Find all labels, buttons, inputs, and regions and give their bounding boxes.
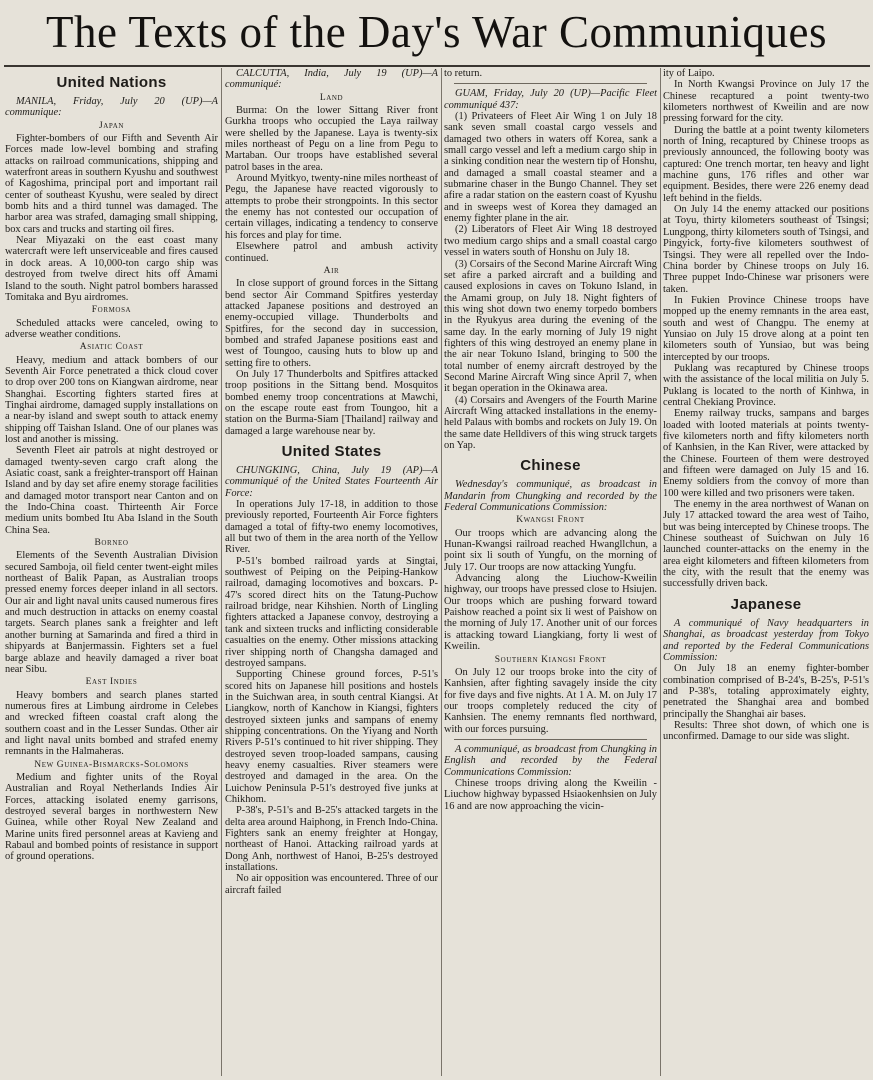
paragraph: On July 14 the enemy attacked our positions at Toyu, thirty kilometers southeast of Tsingsi; Lungpong, thirty kilometers south of Tsingsi, and Pingyick, forty-five kilometers southwest of Tsingsi. They were all repelled over the Indo-China border by Chinese troops on July 16. Three puppet Indo-Chinese war prisoners were taken. [663, 204, 869, 295]
paragraph: The enemy in the area northwest of Wanan on July 17 attacked toward the area west of Taiho, but was being intercepted by Chinese troops. The Chinese southeast of Suichwan on July 16 launched counter-attacks on the enemy in the area eight kilometers and fifteen kilometers from the city, with the result that the enemy was successfully driven back. [663, 499, 869, 590]
paragraph: Supporting Chinese ground forces, P-51's scored hits on Japanese hill positions and hostels in the Suichwan area, in south central Kiangsi. At Liangkow, north of Kanchow in Kiangsi, fighters destroyed sixteen junks and sampans of enemy shipping concentrations. On the Yiyang and North Rivers P-51's continued to hit river shipping. They destroyed seven troop-loaded sampans, causing heavy enemy casualties. River steamers were destroyed and damaged in the area. On the Luichow Peninsula P-51's destroyed five junks at Chikhom. [225, 669, 438, 805]
paragraph: In operations July 17-18, in addition to those previously reported, Fourteenth Air Force fighters damaged a total of fifty-two enemy locomotives, all but two of them in the area north of the Yellow River. [225, 499, 438, 556]
paragraph: Elsewhere patrol and ambush activity continued. [225, 241, 438, 264]
paragraph: No air opposition was encountered. Three of our aircraft failed [225, 873, 438, 896]
subhead-kwangsi-front: Kwangsi Front [516, 515, 585, 526]
paragraph: (4) Corsairs and Avengers of the Fourth Marine Aircraft Wing attacked installations in the enemy-held Palaus with bombs and rockets on July 19. On the same date Helldivers of this wing struck targets on Yap. [444, 394, 657, 451]
paragraph: In close support of ground forces in the Sittang bend sector Air Command Spitfires yesterday attacked Japanese positions and destroyed an enemy-occupied village. Thunderbolts and Spitfires, for the second day in succession, bombed and strafed Japanese positions east and west of Toungoo, causing huts to blow up and setting fire to others. [225, 278, 438, 369]
section-heading-japanese: Japanese [730, 595, 802, 613]
paragraph: Fighter-bombers of our Fifth and Seventh Air Forces made low-level bombing and strafing attacks on railroad communications, shipping and waterfront areas in southern Kyushu and southwest of Kagoshima, principal port and important rail center of southeast Kyushu, were sealed by direct bomb hits and a third tunnel was damaged. The harbor area was strafed, damaging small shipping, box cars and trucks and starting oil fires. [5, 133, 218, 235]
headline-rule [4, 65, 870, 67]
paragraph: Elements of the Seventh Australian Division secured Samboja, oil field center twent-eight miles northeast of Balik Papan, as Australian troops pressed enemy forces deeper inland in all sectors. Our air and light naval units caused numerous fires and much destruction in attacks on enemy coastal targets. Search planes sank a freighter and left another burning at Samarinda and fired a third in shipyards at Banjermassin. Fighters set a fuel barge ablaze and heavily damaged a river boat near Sibu. [5, 550, 218, 675]
column-1 [5, 68, 218, 1078]
page-headline: The Texts of the Day's War Communiques [45, 7, 828, 57]
paragraph: Scheduled attacks were canceled, owing to adverse weather conditions. [5, 317, 218, 340]
paragraph: Puklang was recaptured by Chinese troops with the assistance of the local militia on July 5. Puklang is located to the north of Kinhwa, in central Chekiang Province. [663, 362, 869, 408]
section-heading-united-nations: United Nations [56, 74, 167, 91]
paragraph: (1) Privateers of Fleet Air Wing 1 on July 18 sank seven small coastal cargo vessels and damaged two others in waters off Korea, sank a small cargo vessel and left a medium cargo ship in a sinking condition near the western tip of Honshu, and damaged a small coastal steamer and a submarine chaser in the Bungo Channel. They set afire a radar station on the eastern coast of Kyushu and in sweeps west of Korea they damaged an enemy fighter plane in the air. [444, 111, 657, 225]
paragraph: In North Kwangsi Province on July 17 the Chinese recaptured a point twenty-two kilometers northwest of Kweilin and are now pressing forward for the city. [663, 79, 869, 125]
paragraph: to return. [444, 68, 483, 79]
subhead-formosa: Formosa [91, 305, 132, 316]
paragraph: Seventh Fleet air patrols at night destroyed or damaged twenty-seven cargo craft along the Asiatic coast, sank a freighter-transport off Hainan Island and by day set afire enemy storage facilities and damaged motor transport near Canton and on the Indo-China coast. Thirteenth Air Force medium units bombed Itu Aba Island in the South China Sea. [5, 445, 218, 536]
paragraph: Burma: On the lower Sittang River front Gurkha troops who occupied the Laya railway were shelled by the Japanese. Laya is twenty-six miles northeast of Pegu on a line from Pegu to Martaban. Our troops have established several patrol bases in the area. [225, 105, 438, 173]
column-divider [660, 68, 661, 1076]
paragraph: Heavy, medium and attack bombers of our Seventh Air Force penetrated a thick cloud cover to drop over 200 tons on Kiangwan airdrome, near Shanghai. Escorting fighters started fires at Tinghai airdrome, damaged supply installations on a near-by island and swept south to attack enemy shipping off Taishan Island. One of our planes was lost and another is missing. [5, 354, 218, 445]
paragraph: P-51's bombed railroad yards at Singtai, southwest of Peiping on the Peiping-Hankow railroad, damaging locomotives and boxcars. P-47's scored direct hits on the Tatung-Puchow railroad bridge, near Kihshien. North of Lingling fighters attacked a Japanese convoy, destroying a tank and sixteen trucks and inflicting considerable casualties on the enemy. Other missions attacking river shipping north of Changsha damaged and destroyed sampans. [225, 555, 438, 669]
intro-paragraph: A communiqué of Navy headquarters in Shanghai, as broadcast yesterday from Tokyo and reported by the Federal Communications Commission: [663, 617, 869, 663]
paragraph: Heavy bombers and search planes started numerous fires at Limbung airdrome in Celebes and wrecked fifteen coastal craft along the southern coast and in the Lesser Sundas. Other air and light naval units bombed and strafed enemy remnants in the Halmaheras. [5, 689, 218, 758]
paragraph: Advancing along the Liuchow-Kweilin highway, our troops have pressed close to Hsiujen. Our troops which are pushing forward toward Paishow reached a point six li west of Paishow on the morning of July 17. Another unit of our forces is attacking toward Liangkiang, forty li west of Kweilin. [444, 573, 657, 653]
paragraph: Chinese troops driving along the Kweilin - Liuchow highway bypassed Hsiaokenhsien on July 16 and are now approaching the vicin- [444, 777, 657, 812]
paragraph: ity of Laipo. [663, 68, 715, 79]
paragraph: On July 12 our troops broke into the city of Kanhsien, after fighting savagely inside the city for five days and five nights. At 1 A. M. on July 17 our troops completely reduced the city of Kanhsien. The enemy remnants fled northward, with our forces pursuing. [444, 666, 657, 735]
paragraph: Our troops which are advancing along the Hunan-Kwangsi railroad reached Hwangllchun, a point six li south of Yungfu, on the morning of July 17. Our troops are now attacking Yungfu. [444, 527, 657, 573]
column-2 [225, 68, 438, 1078]
paragraph: During the battle at a point twenty kilometers north of Ining, recaptured by Chinese troops as previously announced, the following booty was captured: One trench mortar, ten heavy and light machine guns, 176 rifles and other war equipment. Besides, there were 226 enemy dead left behind in the fields. [663, 124, 869, 204]
paragraph: Medium and fighter units of the Royal Australian and Royal Netherlands Indies Air Forces, attacking isolated enemy garrisons, destroyed several barges in northwestern New Guinea, while other Royal New Zealand and Marine units fired personnel areas at Kavieng and Rabaul and bombed points of resistance in support of ground operations. [5, 771, 218, 863]
paragraph: (2) Liberators of Fleet Air Wing 18 destroyed two medium cargo ships and a small coastal cargo vessel in waters south of Honshu on July 18. [444, 224, 657, 259]
dateline-manila: MANILA, Friday, July 20 (UP)—A communique: [5, 96, 218, 119]
paragraph: On July 17 Thunderbolts and Spitfires attacked troop positions in the Sittang bend. Mosquitos bombed enemy troop concentrations at Mawchi, on the escape route east from Toungoo, hit a station on the Burma-Siam [Thailand] railway and damaged a large warehouse near by. [225, 368, 438, 437]
paragraph: (3) Corsairs of the Second Marine Aircraft Wing set afire a parked aircraft and a building and caused explosions in caves on Tokuno Island, in the Amami group, on July 18. Night fighters of this wing shot down two enemy torpedo bombers in the Ryukyus area during the evening of the same day. In the early morning of July 19 night fighters of this wing destroyed an enemy plane in the air near Tokuno Island, bringing to 500 the total number of enemy aircraft destroyed by the Second Marine Aircraft Wing since April 7, when it began operation in the Okinawa area. [444, 258, 657, 395]
column-divider [441, 68, 442, 1076]
dateline-guam: GUAM, Friday, July 20 (UP)—Pacific Fleet communiqué 437: [444, 88, 657, 111]
divider-rule [454, 739, 647, 740]
paragraph: Around Myitkyo, twenty-nine miles northeast of Pegu, the Japanese have reacted vigorously to attempts to probe their strongpoints. In this sector the enemy has not contested our occupation of certain villages, indicating a tendency to conserve his forces and play for time. [225, 173, 438, 241]
section-heading-chinese: Chinese [520, 457, 581, 475]
intro-paragraph: A communiqué, as broadcast from Chungking in English and recorded by the Federal Communications Commission: [444, 743, 657, 778]
subhead-japan: Japan [98, 120, 125, 131]
dateline-chungking: CHUNGKING, China, July 19 (AP)—A communiqué of the United States Fourteenth Air Force: [225, 465, 438, 499]
intro-paragraph: Wednesday's communiqué, as broadcast in Mandarin from Chungking and recorded by the Federal Communications Commission: [444, 479, 657, 514]
subhead-southern-kiangsi-front: Southern Kiangsi Front [494, 654, 607, 665]
paragraph: Near Miyazaki on the east coast many watercraft were left unserviceable and fires caused in dock areas. A 10,000-ton cargo ship was destroyed from twelve direct hits off Amami Island to the south. Night patrol bombers harassed Tomitaka and Byu airdromes. [5, 235, 218, 303]
paragraph: Enemy railway trucks, sampans and barges loaded with looted materials at points twenty-five kilometers north and fifty kilometers north of Kanhsien, in the Kan River, were attacked by the Chinese. Fourteen of them were destroyed and fifteen were damaged on July 15 and 16. Enemy soldiers from the convoy of more than 100 were killed and two prisoners were taken. [663, 408, 869, 499]
paragraph: Results: Three shot down, of which one is unconfirmed. Damage to our side was slight. [663, 719, 869, 743]
paragraph: In Fukien Province Chinese troops have mopped up the enemy remnants in the area east, south and west of Changpu. The enemy at Yunsiao on July 15 drove along at a point ten kilometers south of Yunsiao, but was being intercepted by our troops. [663, 294, 869, 363]
subhead-asiatic-coast: Asiatic Coast [79, 342, 144, 353]
divider-rule [454, 83, 647, 84]
section-heading-united-states: United States [281, 443, 382, 460]
column-4 [663, 68, 869, 1078]
paragraph: P-38's, P-51's and B-25's attacked targets in the delta area around Haiphong, in French Indo-China. Fighters sank an enemy freighter at Hongay, northeast of Hanoi. Attacking railroad yards at Dong Anh, northwest of Hanoi, B-25's destroyed installations. [225, 805, 438, 874]
column-3 [444, 68, 657, 1078]
subhead-borneo: Borneo [94, 538, 129, 549]
subhead-east-indies: East Indies [85, 677, 138, 688]
subhead-new-guinea: New Guinea-Bismarcks-Solomons [34, 759, 189, 770]
subhead-land: Land [319, 92, 344, 103]
paragraph: On July 18 an enemy fighter-bomber combination comprised of B-24's, B-25's, P-51's and P-38's, totaling approximately eighty, penetrated the Shanghai area and bombed principally the Shanghai air bases. [663, 663, 869, 720]
column-divider [221, 68, 222, 1076]
dateline-calcutta: CALCUTTA, India, July 19 (UP)—A communiqué: [225, 68, 438, 91]
subhead-air: Air [323, 265, 340, 276]
